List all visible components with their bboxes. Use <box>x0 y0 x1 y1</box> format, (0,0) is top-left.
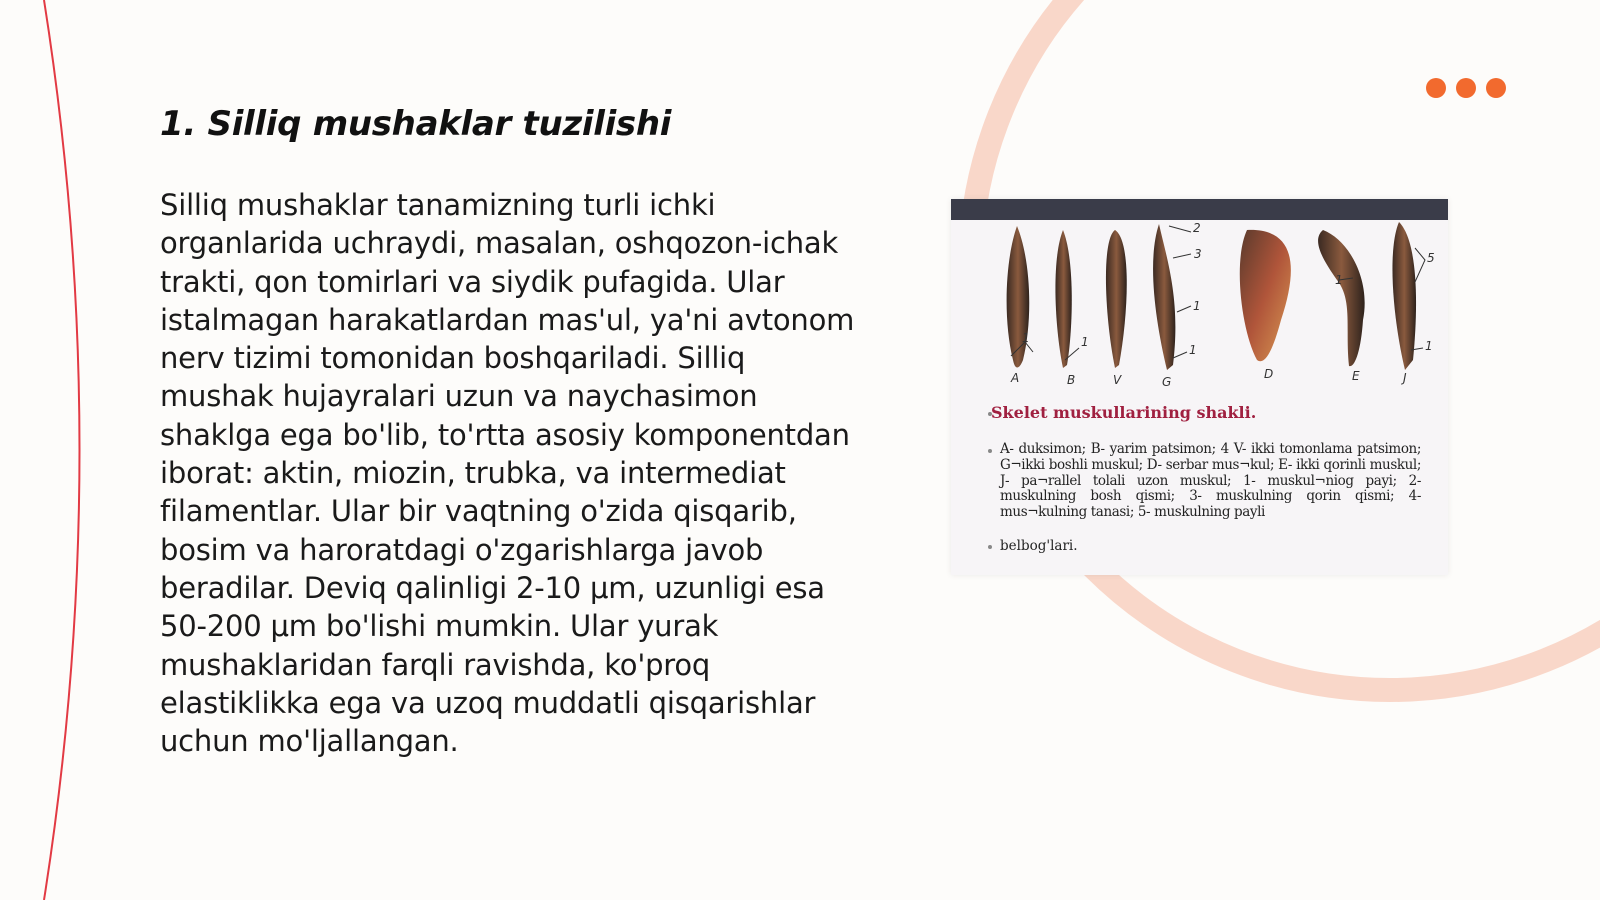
muscle-shape <box>1318 230 1365 366</box>
muscle-shape <box>1153 224 1175 370</box>
dot <box>1486 78 1506 98</box>
figure-letter: V <box>1113 373 1122 387</box>
muscle-shape <box>1106 230 1127 368</box>
figure-number: 1 <box>1193 299 1201 313</box>
figure-letter: B <box>1067 373 1076 387</box>
bullet-icon <box>988 545 992 549</box>
figure-caption-title: Skelet muskullarining shakli. <box>991 403 1257 422</box>
figure-number: 1 <box>1081 335 1089 349</box>
figure-number: 5 <box>1427 251 1435 265</box>
muscle-shape <box>1392 222 1416 370</box>
slide-body-text: Silliq mushaklar tanamizning turli ichki organlarida uchraydi, masalan, oshqozon-ichak trakti, qon tomirlari va siydik pufagida. Ular istalmagan harakatlardan mas'ul, ya'ni avtonom nerv tizimi tomonidan boshqariladi. Silliq mushak hujayralari uzun va naychasimon shaklga ega bo'lib, to'rtta asosiy komponentdan iborat: aktin, miozin, trubka, va intermediat filamentlar. Ular bir vaqtning o'zida qisqarib, bosim va haroratdagi o'zgarishlarga javob beradilar. Deviq qalinligi 2-10 μm, uzunligi esa 50-200 μm bo'lishi mumkin. Ular yurak mushaklaridan farqli ravishda, ko'proq elastiklikka ega va uzoq muddatli qisqarishlar uchun mo'ljallangan. <box>160 188 855 759</box>
figure-letter: D <box>1264 367 1274 381</box>
bullet-icon <box>988 449 992 453</box>
figure-number: 2 <box>1193 221 1201 235</box>
slide-title: 1. Silliq mushaklar tuzilishi <box>160 104 672 144</box>
figure-number: 3 <box>1194 247 1202 261</box>
figure-number: 1 <box>1022 331 1030 345</box>
figure-letter: A <box>1011 371 1020 385</box>
dot <box>1426 78 1446 98</box>
figure-top-bar <box>951 199 1448 220</box>
muscle-shape <box>1007 226 1030 368</box>
muscle-shape <box>1055 230 1071 368</box>
figure-number: 1 <box>1335 273 1343 287</box>
figure-number: 1 <box>1425 339 1433 353</box>
figure-letter: G <box>1162 375 1172 389</box>
figure-letter: E <box>1352 369 1360 383</box>
figure-caption-body: A- duksimon; B- yarim patsimon; 4 V- ikki tomonlama patsimon; G¬ikki boshli muskul; D- serbar mus¬kul; E- ikki qorinli muskul; J- pa¬rallel tolali uzon muskul; 1- muskul¬niog payi; 2- muskulning bosh qismi; 3- muskulning qorin qismi; 4- mus¬kulning tanasi; 5- muskulning payli <box>1000 441 1421 521</box>
muscle-shape <box>1240 230 1291 361</box>
figure-caption-last: belbog'lari. <box>1000 538 1078 554</box>
dots-decoration-icon <box>1426 78 1506 98</box>
left-curve-line <box>44 0 80 900</box>
figure-number: 1 <box>1189 343 1197 357</box>
dot <box>1456 78 1476 98</box>
figure-letter: J <box>1403 371 1407 385</box>
muscle-illustration <box>951 220 1448 395</box>
muscle-figure <box>951 199 1448 575</box>
